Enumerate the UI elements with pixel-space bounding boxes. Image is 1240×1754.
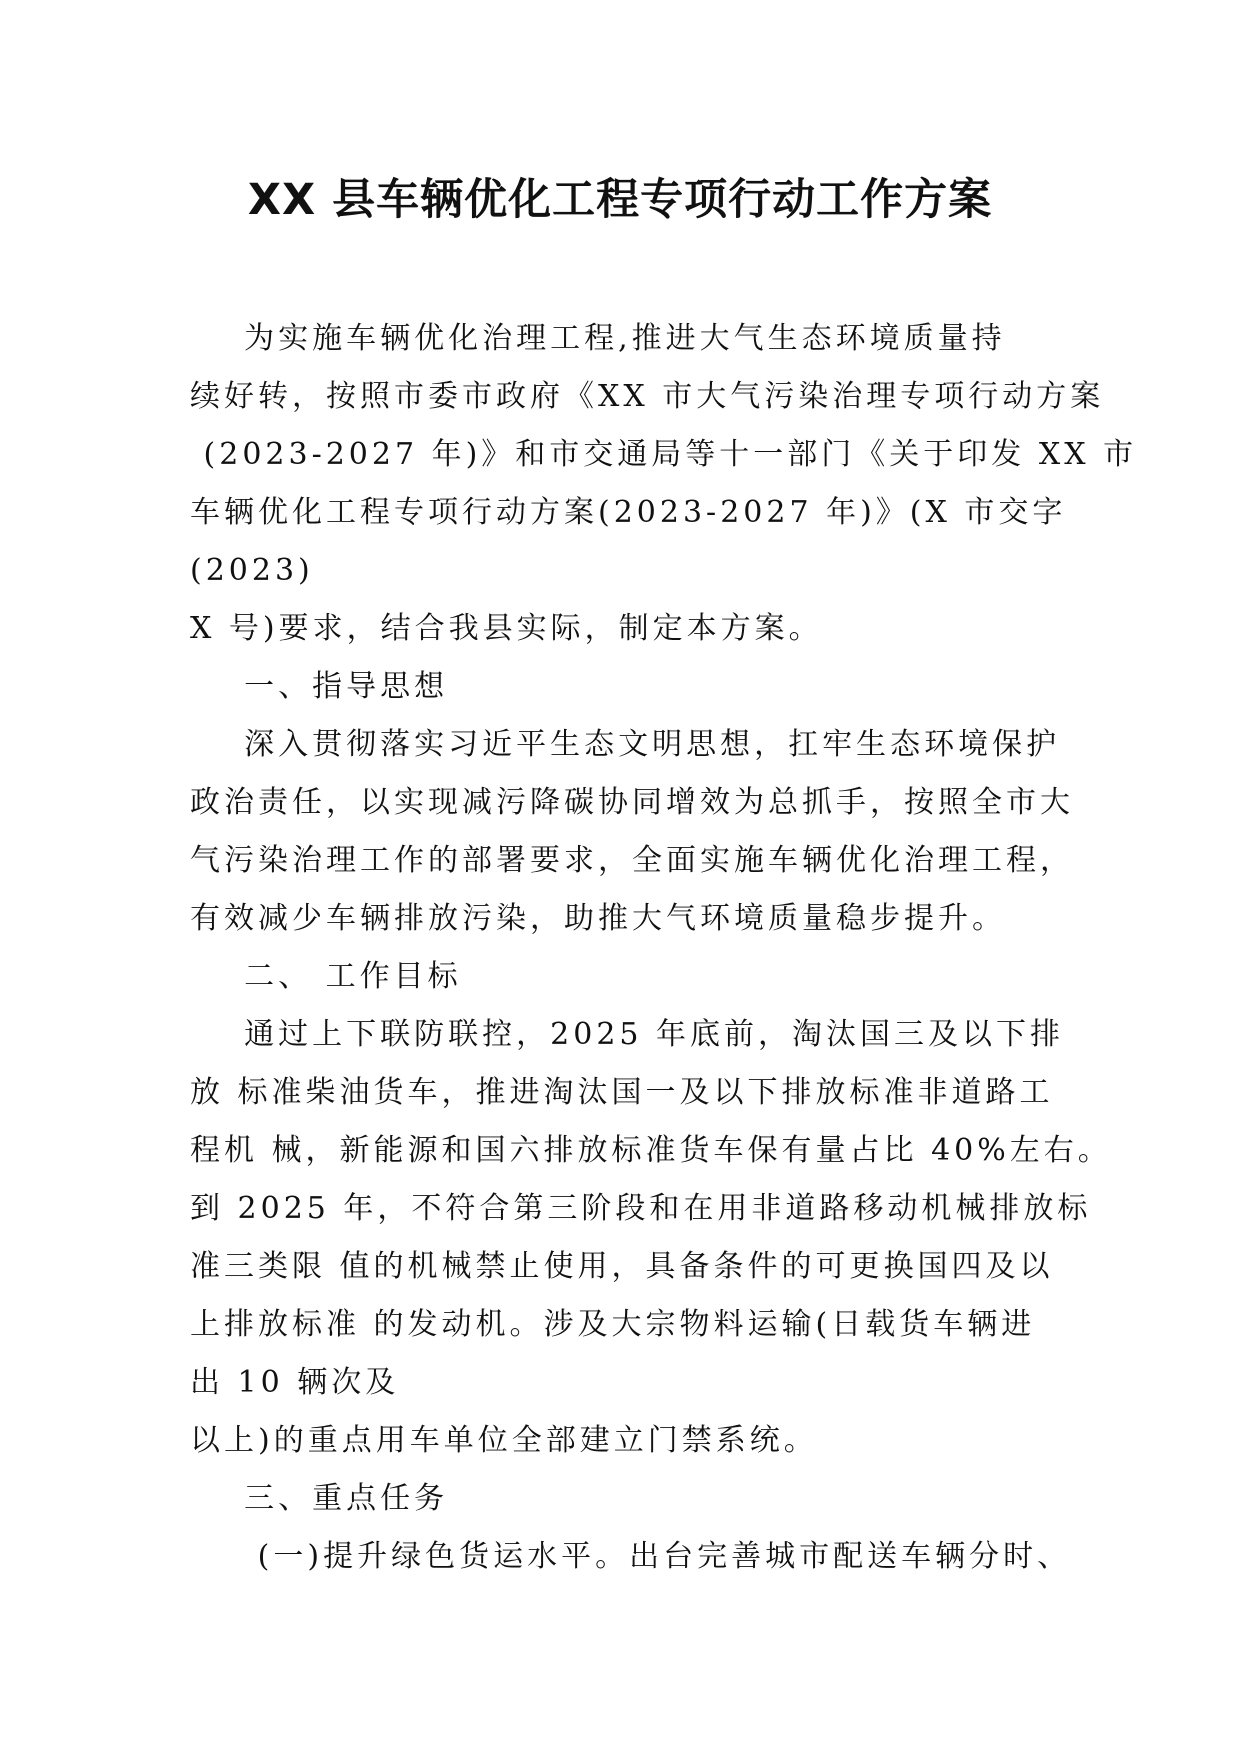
body-line: 有效减少车辆排放污染，助推大气环境质量稳步提升。 [190,901,1006,936]
body-line: 出 10 辆次及 [190,1365,400,1400]
body-line: (2023) [190,553,314,588]
section-heading: 一、指导思想 [190,669,449,704]
body-line: 程机 械，新能源和国六排放标准货车保有量占比 40%左右。 [190,1133,1112,1168]
body-line: (2023-2027 年)》和市交通局等十一部门《关于印发 XX 市 [190,437,1138,472]
body-line: (一)提升绿色货运水平。出台完善城市配送车辆分时、 [190,1539,1072,1574]
body-line: 到 2025 年，不符合第三阶段和在用非道路移动机械排放标 [190,1191,1092,1226]
document-body [190,310,1138,1586]
body-line: 气污染治理工作的部署要求，全面实施车辆优化治理工程， [190,843,1074,878]
body-line: 续好转，按照市委市政府《XX 市大气污染治理专项行动方案 [190,379,1105,414]
body-line: 通过上下联防联控，2025 年底前，淘汰国三及以下排 [190,1017,1065,1052]
section-heading: 二、 工作目标 [190,959,462,994]
body-line: 放 标准柴油货车，推进淘汰国一及以下排放标准非道路工 [190,1075,1054,1110]
body-line: 车辆优化工程专项行动方案(2023-2027 年)》(X 市交字 [190,495,1067,530]
body-line: 以上)的重点用车单位全部建立门禁系统。 [190,1423,818,1458]
body-line: X 号)要求，结合我县实际，制定本方案。 [190,611,823,646]
body-line: 准三类限 值的机械禁止使用，具备条件的可更换国四及以 [190,1249,1054,1284]
section-heading: 三、重点任务 [190,1481,449,1516]
body-line: 上排放标准 的发动机。涉及大宗物料运输(日载货车辆进 [190,1307,1036,1342]
document-title: XX 县车辆优化工程专项行动工作方案 [247,175,993,225]
body-line: 政治责任，以实现减污降碳协同增效为总抓手，按照全市大 [190,785,1074,820]
body-line: 为实施车辆优化治理工程,推进大气生态环境质量持 [190,321,1006,356]
body-line: 深入贯彻落实习近平生态文明思想，扛牢生态环境保护 [190,727,1061,762]
